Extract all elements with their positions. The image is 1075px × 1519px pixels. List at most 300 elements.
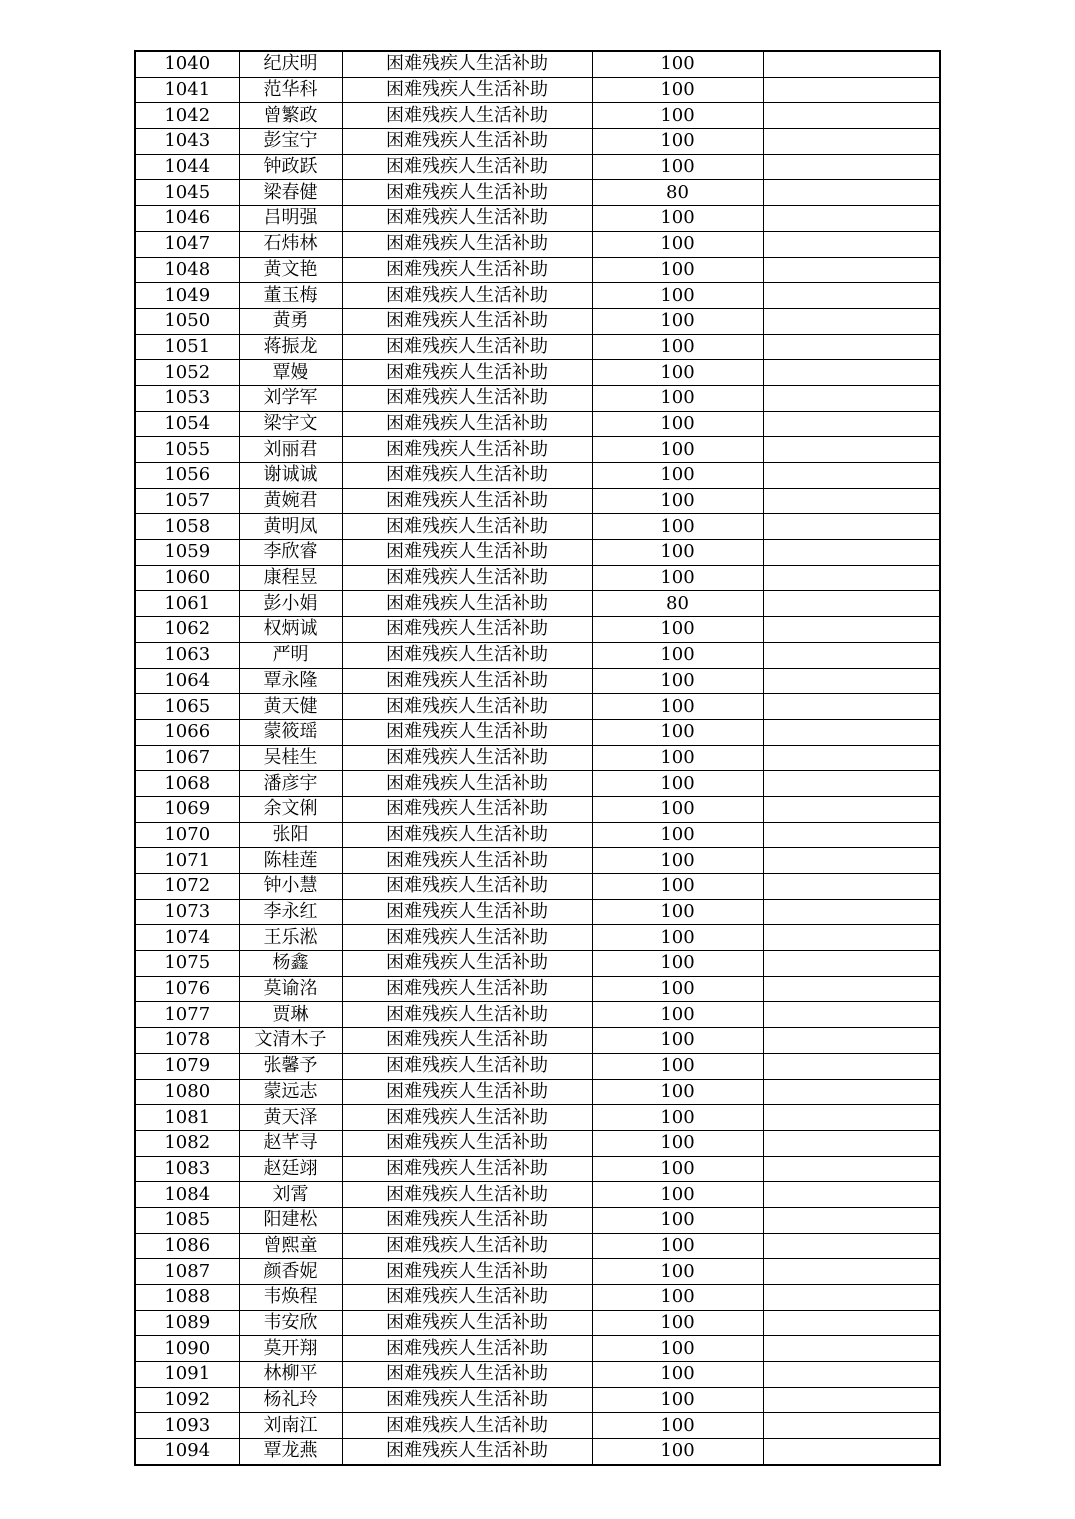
subsidy-item-cell: 困难残疾人生活补助 — [342, 591, 592, 617]
table-row — [135, 951, 940, 977]
amount-cell: 100 — [592, 488, 763, 514]
recipient-name-cell: 韦安欣 — [239, 1310, 342, 1336]
remark-cell — [763, 642, 940, 668]
recipient-name-cell: 颜香妮 — [239, 1259, 342, 1285]
amount-cell: 100 — [592, 103, 763, 129]
row-number-cell: 1083 — [135, 1156, 239, 1182]
recipient-name-cell: 康程昱 — [239, 565, 342, 591]
subsidy-item-cell: 困难残疾人生活补助 — [342, 1387, 592, 1413]
remark-cell — [763, 1413, 940, 1439]
recipient-name-cell: 石炜林 — [239, 231, 342, 257]
subsidy-item-cell: 困难残疾人生活补助 — [342, 1439, 592, 1465]
amount-cell: 100 — [592, 694, 763, 720]
amount-cell: 100 — [592, 1207, 763, 1233]
amount-cell: 80 — [592, 591, 763, 617]
table-row — [135, 1079, 940, 1105]
recipient-name-cell: 李永红 — [239, 899, 342, 925]
recipient-name-cell: 覃永隆 — [239, 668, 342, 694]
row-number-cell: 1067 — [135, 745, 239, 771]
recipient-name-cell: 覃嫚 — [239, 360, 342, 386]
remark-cell — [763, 1130, 940, 1156]
row-number-cell: 1074 — [135, 925, 239, 951]
remark-cell — [763, 1028, 940, 1054]
row-number-cell: 1053 — [135, 385, 239, 411]
subsidy-item-cell: 困难残疾人生活补助 — [342, 1105, 592, 1131]
subsidy-item-cell: 困难残疾人生活补助 — [342, 540, 592, 566]
table-row — [135, 668, 940, 694]
table-row — [135, 1053, 940, 1079]
subsidy-item-cell: 困难残疾人生活补助 — [342, 565, 592, 591]
remark-cell — [763, 411, 940, 437]
subsidy-item-cell: 困难残疾人生活补助 — [342, 617, 592, 643]
row-number-cell: 1050 — [135, 308, 239, 334]
subsidy-item-cell: 困难残疾人生活补助 — [342, 822, 592, 848]
remark-cell — [763, 231, 940, 257]
subsidy-item-cell: 困难残疾人生活补助 — [342, 514, 592, 540]
row-number-cell: 1081 — [135, 1105, 239, 1131]
table-row — [135, 180, 940, 206]
recipient-name-cell: 纪庆明 — [239, 51, 342, 77]
row-number-cell: 1094 — [135, 1439, 239, 1465]
amount-cell: 100 — [592, 308, 763, 334]
recipient-name-cell: 赵芊寻 — [239, 1130, 342, 1156]
recipient-name-cell: 黄勇 — [239, 308, 342, 334]
amount-cell: 100 — [592, 1336, 763, 1362]
amount-cell: 100 — [592, 1362, 763, 1388]
row-number-cell: 1072 — [135, 874, 239, 900]
recipient-name-cell: 覃龙燕 — [239, 1439, 342, 1465]
remark-cell — [763, 206, 940, 232]
table-row — [135, 129, 940, 155]
amount-cell: 100 — [592, 1002, 763, 1028]
subsidy-item-cell: 困难残疾人生活补助 — [342, 206, 592, 232]
recipient-name-cell: 吕明强 — [239, 206, 342, 232]
row-number-cell: 1059 — [135, 540, 239, 566]
table-row — [135, 796, 940, 822]
row-number-cell: 1086 — [135, 1233, 239, 1259]
subsidy-item-cell: 困难残疾人生活补助 — [342, 129, 592, 155]
row-number-cell: 1082 — [135, 1130, 239, 1156]
table-row — [135, 1387, 940, 1413]
remark-cell — [763, 1310, 940, 1336]
table-row — [135, 1336, 940, 1362]
remark-cell — [763, 437, 940, 463]
remark-cell — [763, 154, 940, 180]
subsidy-item-cell: 困难残疾人生活补助 — [342, 694, 592, 720]
subsidy-item-cell: 困难残疾人生活补助 — [342, 308, 592, 334]
remark-cell — [763, 1002, 940, 1028]
recipient-name-cell: 蒙筱瑶 — [239, 719, 342, 745]
row-number-cell: 1058 — [135, 514, 239, 540]
amount-cell: 100 — [592, 77, 763, 103]
row-number-cell: 1084 — [135, 1182, 239, 1208]
subsidy-item-cell: 困难残疾人生活补助 — [342, 437, 592, 463]
recipient-name-cell: 钟小慧 — [239, 874, 342, 900]
table-row — [135, 925, 940, 951]
subsidy-item-cell: 困难残疾人生活补助 — [342, 1130, 592, 1156]
remark-cell — [763, 1259, 940, 1285]
table-row — [135, 719, 940, 745]
remark-cell — [763, 951, 940, 977]
row-number-cell: 1071 — [135, 848, 239, 874]
subsidy-item-cell: 困难残疾人生活补助 — [342, 1028, 592, 1054]
amount-cell: 100 — [592, 231, 763, 257]
subsidy-item-cell: 困难残疾人生活补助 — [342, 796, 592, 822]
subsidy-item-cell: 困难残疾人生活补助 — [342, 488, 592, 514]
recipient-name-cell: 张阳 — [239, 822, 342, 848]
recipient-name-cell: 谢诚诚 — [239, 463, 342, 489]
row-number-cell: 1041 — [135, 77, 239, 103]
remark-cell — [763, 694, 940, 720]
table-row — [135, 257, 940, 283]
recipient-name-cell: 莫谕洺 — [239, 976, 342, 1002]
remark-cell — [763, 360, 940, 386]
row-number-cell: 1078 — [135, 1028, 239, 1054]
table-row — [135, 385, 940, 411]
subsidy-item-cell: 困难残疾人生活补助 — [342, 1079, 592, 1105]
remark-cell — [763, 1053, 940, 1079]
amount-cell: 100 — [592, 899, 763, 925]
subsidy-item-cell: 困难残疾人生活补助 — [342, 360, 592, 386]
table-row — [135, 334, 940, 360]
subsidy-item-cell: 困难残疾人生活补助 — [342, 899, 592, 925]
subsidy-item-cell: 困难残疾人生活补助 — [342, 1207, 592, 1233]
remark-cell — [763, 1336, 940, 1362]
remark-cell — [763, 874, 940, 900]
remark-cell — [763, 1156, 940, 1182]
table-row — [135, 694, 940, 720]
subsidy-item-cell: 困难残疾人生活补助 — [342, 668, 592, 694]
table-row — [135, 51, 940, 77]
recipient-name-cell: 黄文艳 — [239, 257, 342, 283]
recipient-name-cell: 蒋振龙 — [239, 334, 342, 360]
table-row — [135, 103, 940, 129]
recipient-name-cell: 权炳诚 — [239, 617, 342, 643]
subsidy-item-cell: 困难残疾人生活补助 — [342, 1285, 592, 1311]
remark-cell — [763, 308, 940, 334]
recipient-name-cell: 黄明凤 — [239, 514, 342, 540]
table-row — [135, 360, 940, 386]
subsidy-table-body — [135, 51, 940, 1465]
recipient-name-cell: 梁宇文 — [239, 411, 342, 437]
remark-cell — [763, 103, 940, 129]
subsidy-item-cell: 困难残疾人生活补助 — [342, 1336, 592, 1362]
row-number-cell: 1063 — [135, 642, 239, 668]
table-row — [135, 1105, 940, 1131]
amount-cell: 100 — [592, 796, 763, 822]
recipient-name-cell: 潘彦宇 — [239, 771, 342, 797]
row-number-cell: 1052 — [135, 360, 239, 386]
recipient-name-cell: 蒙远志 — [239, 1079, 342, 1105]
row-number-cell: 1069 — [135, 796, 239, 822]
row-number-cell: 1047 — [135, 231, 239, 257]
row-number-cell: 1076 — [135, 976, 239, 1002]
recipient-name-cell: 刘霄 — [239, 1182, 342, 1208]
row-number-cell: 1073 — [135, 899, 239, 925]
table-row — [135, 488, 940, 514]
table-row — [135, 437, 940, 463]
remark-cell — [763, 796, 940, 822]
amount-cell: 100 — [592, 283, 763, 309]
table-row — [135, 771, 940, 797]
table-row — [135, 976, 940, 1002]
recipient-name-cell: 曾繁政 — [239, 103, 342, 129]
recipient-name-cell: 阳建松 — [239, 1207, 342, 1233]
remark-cell — [763, 1439, 940, 1465]
subsidy-item-cell: 困难残疾人生活补助 — [342, 231, 592, 257]
row-number-cell: 1055 — [135, 437, 239, 463]
table-row — [135, 1002, 940, 1028]
amount-cell: 100 — [592, 642, 763, 668]
row-number-cell: 1064 — [135, 668, 239, 694]
subsidy-item-cell: 困难残疾人生活补助 — [342, 1362, 592, 1388]
amount-cell: 80 — [592, 180, 763, 206]
amount-cell: 100 — [592, 565, 763, 591]
amount-cell: 100 — [592, 1028, 763, 1054]
row-number-cell: 1060 — [135, 565, 239, 591]
amount-cell: 100 — [592, 1079, 763, 1105]
table-row — [135, 1439, 940, 1465]
row-number-cell: 1091 — [135, 1362, 239, 1388]
subsidy-item-cell: 困难残疾人生活补助 — [342, 463, 592, 489]
recipient-name-cell: 刘南江 — [239, 1413, 342, 1439]
table-row — [135, 1028, 940, 1054]
subsidy-item-cell: 困难残疾人生活补助 — [342, 1002, 592, 1028]
subsidy-item-cell: 困难残疾人生活补助 — [342, 77, 592, 103]
row-number-cell: 1080 — [135, 1079, 239, 1105]
remark-cell — [763, 1182, 940, 1208]
subsidy-item-cell: 困难残疾人生活补助 — [342, 1182, 592, 1208]
row-number-cell: 1057 — [135, 488, 239, 514]
subsidy-item-cell: 困难残疾人生活补助 — [342, 1310, 592, 1336]
subsidy-item-cell: 困难残疾人生活补助 — [342, 334, 592, 360]
table-row — [135, 822, 940, 848]
remark-cell — [763, 976, 940, 1002]
table-row — [135, 642, 940, 668]
remark-cell — [763, 1105, 940, 1131]
remark-cell — [763, 334, 940, 360]
amount-cell: 100 — [592, 745, 763, 771]
recipient-name-cell: 王乐淞 — [239, 925, 342, 951]
remark-cell — [763, 51, 940, 77]
row-number-cell: 1075 — [135, 951, 239, 977]
recipient-name-cell: 黄婉君 — [239, 488, 342, 514]
table-row — [135, 231, 940, 257]
subsidy-item-cell: 困难残疾人生活补助 — [342, 385, 592, 411]
row-number-cell: 1046 — [135, 206, 239, 232]
recipient-name-cell: 严明 — [239, 642, 342, 668]
row-number-cell: 1085 — [135, 1207, 239, 1233]
remark-cell — [763, 514, 940, 540]
remark-cell — [763, 1207, 940, 1233]
table-row — [135, 1156, 940, 1182]
table-row — [135, 540, 940, 566]
remark-cell — [763, 283, 940, 309]
recipient-name-cell: 张馨予 — [239, 1053, 342, 1079]
recipient-name-cell: 李欣睿 — [239, 540, 342, 566]
recipient-name-cell: 莫开翔 — [239, 1336, 342, 1362]
table-row — [135, 1130, 940, 1156]
remark-cell — [763, 899, 940, 925]
subsidy-item-cell: 困难残疾人生活补助 — [342, 848, 592, 874]
recipient-name-cell: 赵廷翊 — [239, 1156, 342, 1182]
row-number-cell: 1045 — [135, 180, 239, 206]
row-number-cell: 1089 — [135, 1310, 239, 1336]
remark-cell — [763, 488, 940, 514]
recipient-name-cell: 杨礼玲 — [239, 1387, 342, 1413]
table-row — [135, 565, 940, 591]
table-row — [135, 745, 940, 771]
row-number-cell: 1087 — [135, 1259, 239, 1285]
amount-cell: 100 — [592, 334, 763, 360]
remark-cell — [763, 180, 940, 206]
amount-cell: 100 — [592, 1182, 763, 1208]
row-number-cell: 1056 — [135, 463, 239, 489]
table-row — [135, 1182, 940, 1208]
row-number-cell: 1040 — [135, 51, 239, 77]
amount-cell: 100 — [592, 976, 763, 1002]
recipient-name-cell: 余文俐 — [239, 796, 342, 822]
remark-cell — [763, 617, 940, 643]
remark-cell — [763, 771, 940, 797]
remark-cell — [763, 1362, 940, 1388]
amount-cell: 100 — [592, 437, 763, 463]
remark-cell — [763, 848, 940, 874]
subsidy-item-cell: 困难残疾人生活补助 — [342, 1413, 592, 1439]
row-number-cell: 1092 — [135, 1387, 239, 1413]
subsidy-item-cell: 困难残疾人生活补助 — [342, 976, 592, 1002]
amount-cell: 100 — [592, 617, 763, 643]
recipient-name-cell: 黄天泽 — [239, 1105, 342, 1131]
remark-cell — [763, 257, 940, 283]
subsidy-item-cell: 困难残疾人生活补助 — [342, 51, 592, 77]
amount-cell: 100 — [592, 385, 763, 411]
remark-cell — [763, 565, 940, 591]
remark-cell — [763, 822, 940, 848]
amount-cell: 100 — [592, 1285, 763, 1311]
subsidy-item-cell: 困难残疾人生活补助 — [342, 180, 592, 206]
table-row — [135, 848, 940, 874]
table-row — [135, 206, 940, 232]
table-row — [135, 154, 940, 180]
amount-cell: 100 — [592, 129, 763, 155]
table-row — [135, 1259, 940, 1285]
amount-cell: 100 — [592, 668, 763, 694]
row-number-cell: 1065 — [135, 694, 239, 720]
table-row — [135, 874, 940, 900]
subsidy-item-cell: 困难残疾人生活补助 — [342, 771, 592, 797]
table-row — [135, 591, 940, 617]
subsidy-item-cell: 困难残疾人生活补助 — [342, 925, 592, 951]
subsidy-item-cell: 困难残疾人生活补助 — [342, 283, 592, 309]
amount-cell: 100 — [592, 1105, 763, 1131]
subsidy-item-cell: 困难残疾人生活补助 — [342, 745, 592, 771]
recipient-name-cell: 梁春健 — [239, 180, 342, 206]
row-number-cell: 1049 — [135, 283, 239, 309]
row-number-cell: 1051 — [135, 334, 239, 360]
remark-cell — [763, 129, 940, 155]
table-row — [135, 514, 940, 540]
subsidy-item-cell: 困难残疾人生活补助 — [342, 257, 592, 283]
amount-cell: 100 — [592, 360, 763, 386]
remark-cell — [763, 1387, 940, 1413]
row-number-cell: 1068 — [135, 771, 239, 797]
amount-cell: 100 — [592, 719, 763, 745]
row-number-cell: 1043 — [135, 129, 239, 155]
recipient-name-cell: 贾琳 — [239, 1002, 342, 1028]
table-row — [135, 1233, 940, 1259]
row-number-cell: 1044 — [135, 154, 239, 180]
remark-cell — [763, 745, 940, 771]
amount-cell: 100 — [592, 848, 763, 874]
subsidy-item-cell: 困难残疾人生活补助 — [342, 154, 592, 180]
remark-cell — [763, 591, 940, 617]
amount-cell: 100 — [592, 1387, 763, 1413]
subsidy-item-cell: 困难残疾人生活补助 — [342, 411, 592, 437]
remark-cell — [763, 1285, 940, 1311]
recipient-name-cell: 林柳平 — [239, 1362, 342, 1388]
row-number-cell: 1054 — [135, 411, 239, 437]
amount-cell: 100 — [592, 1130, 763, 1156]
amount-cell: 100 — [592, 1310, 763, 1336]
amount-cell: 100 — [592, 257, 763, 283]
amount-cell: 100 — [592, 1259, 763, 1285]
recipient-name-cell: 杨鑫 — [239, 951, 342, 977]
recipient-name-cell: 韦焕程 — [239, 1285, 342, 1311]
recipient-name-cell: 陈桂莲 — [239, 848, 342, 874]
recipient-name-cell: 彭小娟 — [239, 591, 342, 617]
row-number-cell: 1061 — [135, 591, 239, 617]
table-row — [135, 1310, 940, 1336]
subsidy-item-cell: 困难残疾人生活补助 — [342, 103, 592, 129]
remark-cell — [763, 719, 940, 745]
row-number-cell: 1077 — [135, 1002, 239, 1028]
row-number-cell: 1070 — [135, 822, 239, 848]
row-number-cell: 1088 — [135, 1285, 239, 1311]
row-number-cell: 1062 — [135, 617, 239, 643]
amount-cell: 100 — [592, 925, 763, 951]
recipient-name-cell: 刘学军 — [239, 385, 342, 411]
remark-cell — [763, 463, 940, 489]
subsidy-item-cell: 困难残疾人生活补助 — [342, 1259, 592, 1285]
table-row — [135, 283, 940, 309]
table-row — [135, 308, 940, 334]
amount-cell: 100 — [592, 463, 763, 489]
remark-cell — [763, 925, 940, 951]
recipient-name-cell: 吴桂生 — [239, 745, 342, 771]
row-number-cell: 1042 — [135, 103, 239, 129]
row-number-cell: 1066 — [135, 719, 239, 745]
amount-cell: 100 — [592, 1156, 763, 1182]
subsidy-item-cell: 困难残疾人生活补助 — [342, 719, 592, 745]
remark-cell — [763, 540, 940, 566]
recipient-name-cell: 刘丽君 — [239, 437, 342, 463]
amount-cell: 100 — [592, 874, 763, 900]
amount-cell: 100 — [592, 51, 763, 77]
amount-cell: 100 — [592, 771, 763, 797]
table-row — [135, 899, 940, 925]
recipient-name-cell: 彭宝宁 — [239, 129, 342, 155]
amount-cell: 100 — [592, 822, 763, 848]
remark-cell — [763, 1233, 940, 1259]
remark-cell — [763, 77, 940, 103]
recipient-name-cell: 文清木子 — [239, 1028, 342, 1054]
recipient-name-cell: 钟政跃 — [239, 154, 342, 180]
row-number-cell: 1093 — [135, 1413, 239, 1439]
subsidy-table — [134, 50, 941, 1466]
amount-cell: 100 — [592, 411, 763, 437]
amount-cell: 100 — [592, 1413, 763, 1439]
